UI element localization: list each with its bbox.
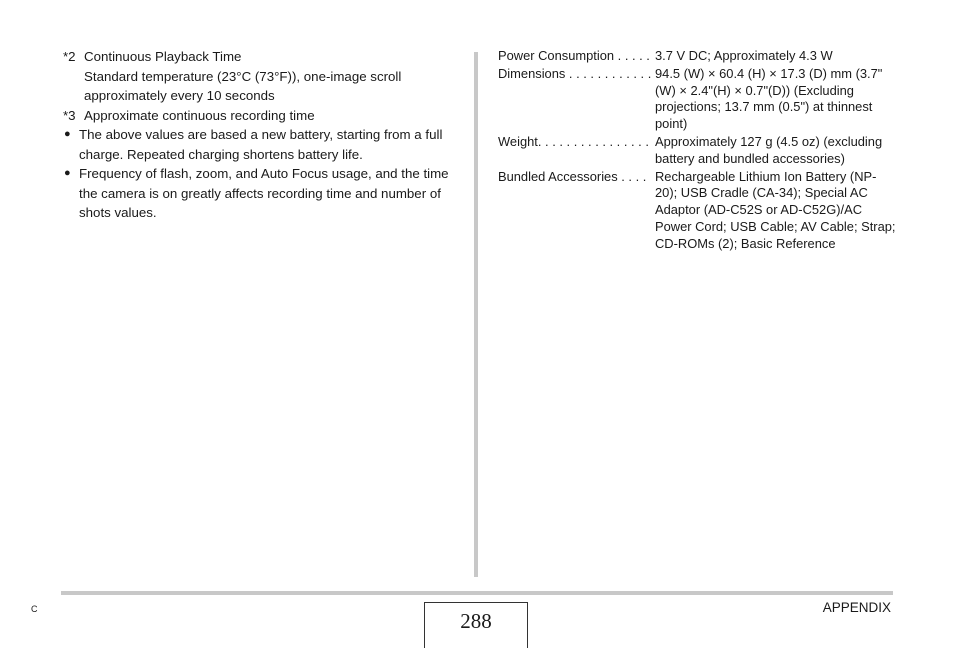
spec-label: Dimensions . . . . . . . . . . . . — [498, 65, 652, 81]
footer-rule — [61, 591, 893, 595]
spec-table — [498, 48, 898, 254]
footnote-marker: *2 — [63, 49, 76, 64]
spec-value: 94.5 (W) × 60.4 (H) × 17.3 (D) mm (3.7"(W) × 2.4"(H) × 0.7"(D)) (Excluding projections; 13.7 mm (0.5") at thinnest point) — [655, 65, 883, 132]
spec-row-weight — [498, 134, 898, 169]
footnotes-column — [63, 47, 463, 223]
spec-value: Rechargeable Lithium Ion Battery (NP-20); USB Cradle (CA-34); Special AC Adaptor (AD-C52S or AD-C52G)/AC Power Cord; USB Cable; AV Cable; Strap; CD-ROMs (2); Basic Reference — [655, 168, 896, 251]
spec-label: Weight. . . . . . . . . . . . . . . . — [498, 133, 649, 149]
spec-label: Power Consumption . . . . . — [498, 48, 650, 63]
column-divider — [474, 52, 478, 577]
section-label: APPENDIX — [822, 600, 891, 615]
footnote-3 — [63, 106, 463, 126]
footnote-marker: *3 — [63, 107, 76, 123]
spec-row-dimensions — [498, 66, 898, 134]
bullet-text: The above values are based a new battery, starting from a full charge. Repeated charging shortens battery life. — [79, 127, 443, 162]
footnote-detail: Standard temperature (23°C (73°F)), one-image scroll approximately every 10 seconds — [84, 68, 402, 103]
bullet-icon: ● — [64, 128, 71, 140]
bullet-text: Frequency of flash, zoom, and Auto Focus usage, and the time the camera is on greatly affects recording time and number of shots values. — [79, 166, 449, 220]
page-number: 288 — [424, 602, 528, 648]
spec-label: Bundled Accessories . . . . — [498, 168, 647, 184]
spec-value: Approximately 127 g (4.5 oz) (excluding battery and bundled accessories) — [655, 133, 883, 166]
footnote-title: Approximate continuous recording time — [84, 107, 315, 123]
spec-row-power — [498, 48, 898, 66]
footnote-title: Continuous Playback Time — [84, 49, 242, 64]
bullet-icon: ● — [64, 167, 71, 179]
footnote-2 — [63, 47, 463, 106]
bullet-item — [63, 125, 463, 164]
spec-value: 3.7 V DC; Approximately 4.3 W — [655, 48, 833, 63]
bullet-item — [63, 164, 463, 223]
spec-row-accessories — [498, 169, 898, 254]
corner-mark: C — [31, 604, 38, 614]
